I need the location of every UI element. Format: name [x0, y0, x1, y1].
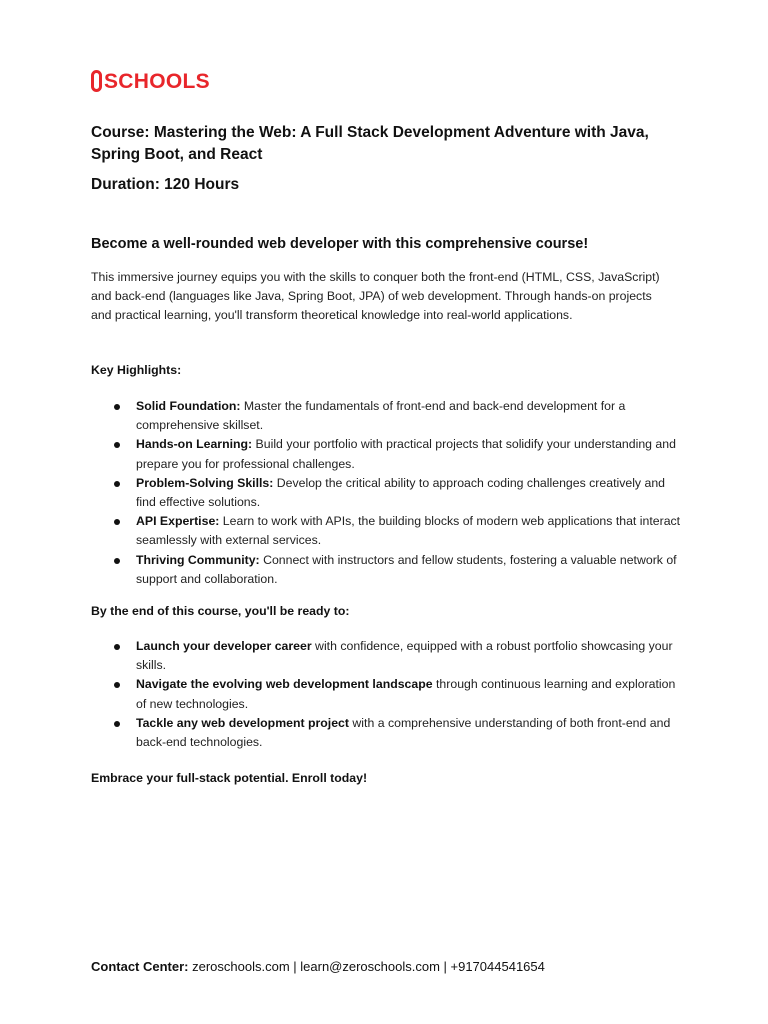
overview-heading: Become a well-rounded web developer with this comprehensive course! — [91, 236, 589, 252]
outcome-title: Navigate the evolving web development landscape — [136, 677, 433, 692]
bullet-icon — [114, 558, 120, 564]
outcomes-list — [91, 637, 681, 752]
list-item — [91, 435, 681, 473]
highlight-title: Thriving Community: — [136, 552, 260, 567]
outcome-text: through continuous learning and exploration of new technologies. — [136, 677, 676, 711]
bullet-icon — [114, 404, 120, 410]
logo-text: SCHOOLS — [104, 69, 210, 93]
highlight-title: Problem-Solving Skills: — [136, 475, 274, 490]
highlight-text: Learn to work with APIs, the building blocks of modern web applications that interact seamlessly with external services. — [136, 514, 681, 548]
highlights-label: Key Highlights: — [91, 363, 182, 377]
outcomes-label: By the end of this course, you'll be ready to: — [91, 604, 350, 618]
list-item — [91, 714, 681, 752]
highlight-text: Build your portfolio with practical projects that solidify your understanding and prepare you for professional challenges. — [136, 437, 676, 471]
highlight-text: Master the fundamentals of front-end and back-end development for a comprehensive skillset. — [136, 399, 626, 433]
bullet-icon — [114, 481, 120, 487]
outcome-text: with a comprehensive understanding of both front-end and back-end technologies. — [136, 715, 671, 750]
list-item — [91, 551, 681, 589]
bullet-icon — [114, 644, 120, 650]
list-item — [91, 397, 681, 435]
contact-footer — [91, 957, 545, 977]
overview-paragraph: This immersive journey equips you with the skills to conquer both the front-end (HTML, CSS, JavaScript) and back-end (languages like Java, Spring Boot, JPA) of web development. Through hands-on projects and practical learning, you'll transform theoretical knowledge into real-world applications. — [91, 270, 660, 323]
logo-zero-mark — [91, 70, 102, 92]
bullet-icon — [114, 682, 120, 688]
list-item — [91, 637, 681, 675]
list-item — [91, 512, 681, 550]
highlights-list — [91, 397, 681, 589]
highlight-text: Connect with instructors and fellow students, fostering a valuable network of support and collaboration. — [136, 552, 677, 586]
outcome-title: Launch your developer career — [136, 639, 312, 653]
highlight-title: API Expertise: — [136, 514, 220, 529]
contact-details: zeroschools.com | learn@zeroschools.com | +917044541654 — [188, 959, 545, 974]
highlight-title: Solid Foundation: — [136, 399, 241, 413]
outcome-title: Tackle any web development project — [136, 715, 349, 730]
contact-label: Contact Center: — [91, 959, 189, 974]
list-item — [91, 474, 681, 512]
highlight-text: Develop the critical ability to approach coding challenges creatively and find effective solutions. — [136, 475, 666, 510]
bullet-icon — [114, 519, 120, 525]
bullet-icon — [114, 721, 120, 727]
enroll-cta: Embrace your full-stack potential. Enroll today! — [91, 771, 368, 785]
bullet-icon — [114, 442, 120, 448]
zeroschools-logo — [91, 66, 210, 96]
course-duration: Duration: 120 Hours — [91, 176, 240, 193]
list-item — [91, 675, 681, 713]
course-title: Course: Mastering the Web: A Full Stack Development Adventure with Java, Spring Boot, and React — [91, 124, 649, 163]
highlight-title: Hands-on Learning: — [136, 437, 253, 452]
outcome-text: with confidence, equipped with a robust portfolio showcasing your skills. — [136, 639, 673, 673]
